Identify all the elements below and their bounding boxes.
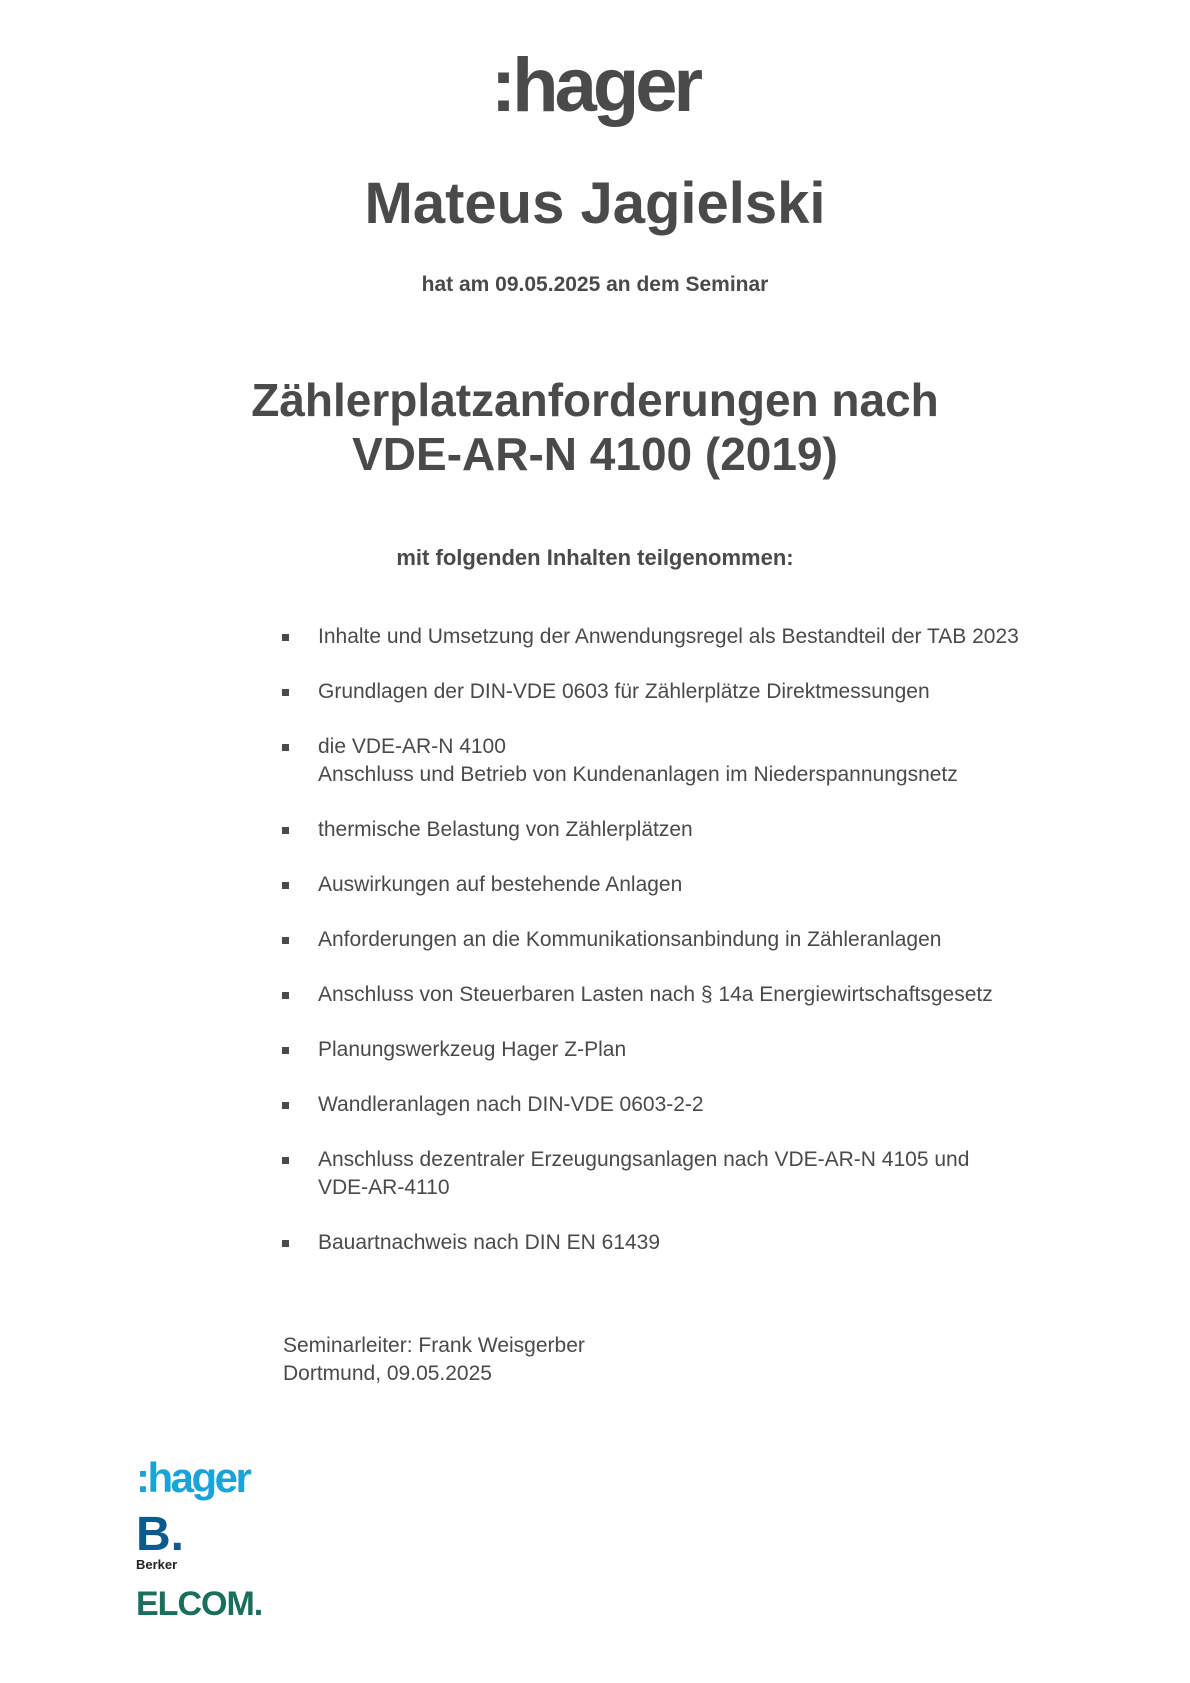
square-bullet-icon xyxy=(282,744,289,751)
topic-text: Planungswerkzeug Hager Z-Plan xyxy=(318,1038,627,1061)
seminar-title-line-1: Zählerplatzanforderungen nach xyxy=(251,374,939,426)
square-bullet-icon xyxy=(282,827,289,834)
topic-text: Grundlagen der DIN-VDE 0603 für Zählerplätze Direktmessungen xyxy=(318,680,930,703)
topic-text: Wandleranlagen nach DIN-VDE 0603-2-2 xyxy=(318,1093,704,1116)
berker-mark: B. xyxy=(136,1508,184,1561)
hager-logo: :hager xyxy=(490,43,700,128)
topic-item xyxy=(280,871,1100,899)
topic-text: Bauartnachweis nach DIN EN 61439 xyxy=(318,1231,661,1254)
footer-logos xyxy=(136,1456,286,1622)
square-bullet-icon xyxy=(282,1102,289,1109)
berker-label: Berker xyxy=(136,1557,178,1572)
square-bullet-icon xyxy=(282,634,289,641)
topic-item xyxy=(280,926,1100,954)
topic-item xyxy=(280,1036,1100,1064)
topic-item xyxy=(280,733,1100,789)
footer-elcom-logo: ELCOM. xyxy=(136,1585,263,1623)
participant-name: Mateus Jagielski xyxy=(364,171,826,236)
square-bullet-icon xyxy=(282,1047,289,1054)
topic-text: Inhalte und Umsetzung der Anwendungsregel als Bestandteil der TAB 2023 xyxy=(318,625,1019,648)
topic-item xyxy=(280,1229,1100,1257)
topic-item xyxy=(280,816,1100,844)
topic-text: Anforderungen an die Kommunikationsanbindung in Zähleranlagen xyxy=(318,928,942,951)
signature-block xyxy=(283,1332,585,1388)
square-bullet-icon xyxy=(282,992,289,999)
place-date: Dortmund, 09.05.2025 xyxy=(283,1362,492,1385)
square-bullet-icon xyxy=(282,689,289,696)
topic-item xyxy=(280,623,1100,651)
seminar-title-line-2: VDE-AR-N 4100 (2019) xyxy=(352,428,838,480)
seminar-leader: Seminarleiter: Frank Weisgerber xyxy=(283,1334,585,1357)
topic-text: Anschluss dezentraler Erzeugungsanlagen nach VDE-AR-N 4105 und VDE-AR-4110 xyxy=(318,1148,970,1199)
square-bullet-icon xyxy=(282,937,289,944)
topic-item xyxy=(280,1091,1100,1119)
topic-text: Anschluss von Steuerbaren Lasten nach § 14a Energiewirtschaftsgesetz xyxy=(318,983,993,1006)
square-bullet-icon xyxy=(282,882,289,889)
topic-text: Auswirkungen auf bestehende Anlagen xyxy=(318,873,683,896)
topic-text: thermische Belastung von Zählerplätzen xyxy=(318,818,693,841)
square-bullet-icon xyxy=(282,1157,289,1164)
footer-hager-logo: :hager xyxy=(136,1454,250,1501)
square-bullet-icon xyxy=(282,1240,289,1247)
seminar-title xyxy=(0,373,1190,481)
topic-item xyxy=(280,678,1100,706)
footer-berker-logo xyxy=(136,1508,286,1572)
intro-line: hat am 09.05.2025 an dem Seminar xyxy=(421,273,769,296)
topic-item xyxy=(280,1146,1100,1202)
contents-intro: mit folgenden Inhalten teilgenommen: xyxy=(396,545,794,570)
topic-list xyxy=(280,623,1100,1284)
topic-text: die VDE-AR-N 4100 Anschluss und Betrieb von Kundenanlagen im Niederspannungsnetz xyxy=(318,735,958,786)
topic-item xyxy=(280,981,1100,1009)
